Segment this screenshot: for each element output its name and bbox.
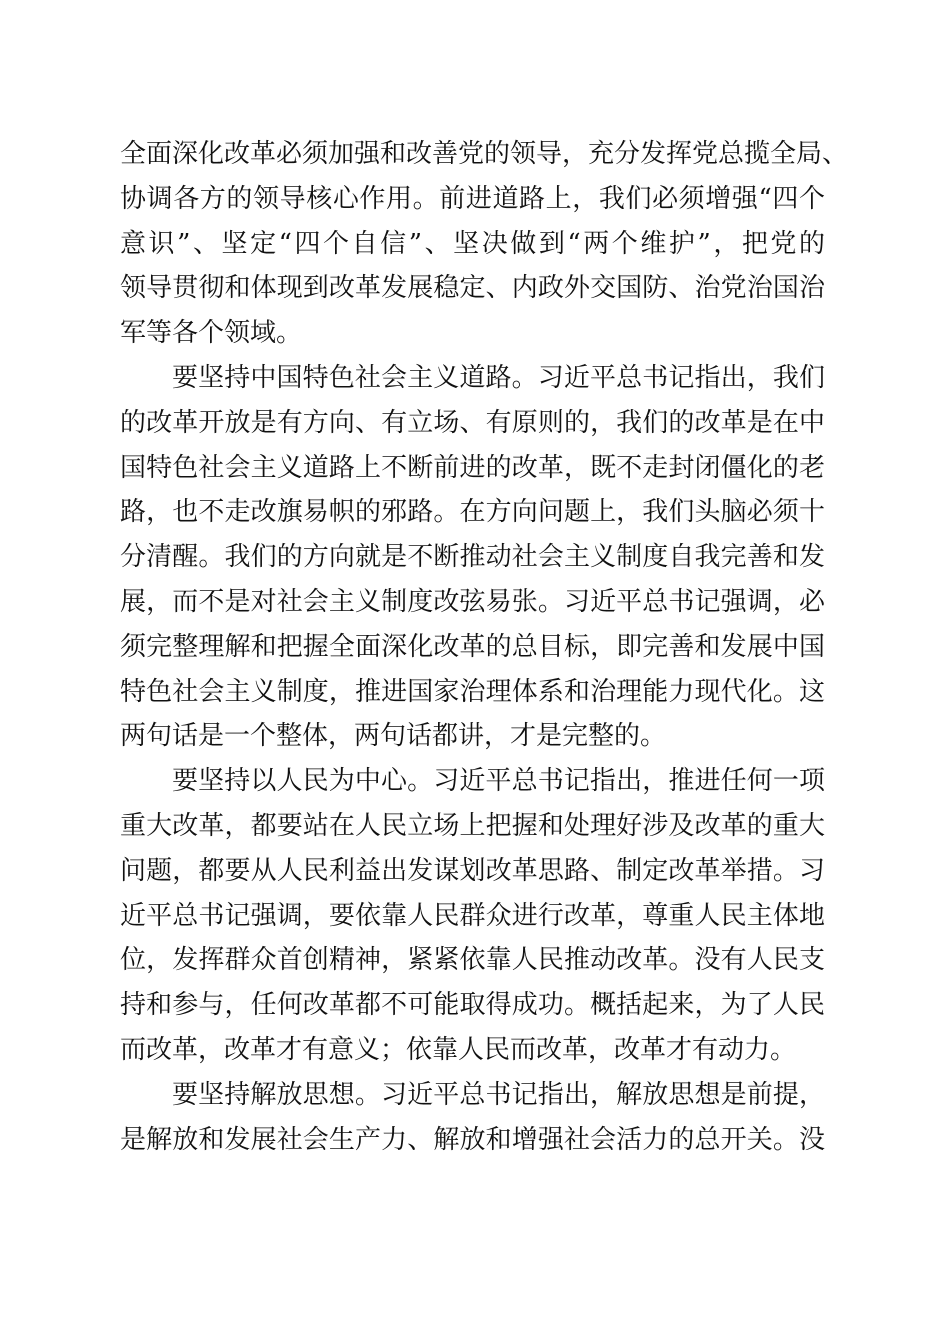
text-line: 近平总书记强调，要依靠人民群众进行改革，尊重人民主体地 [120, 900, 825, 931]
text-line: 意识”、坚定“四个自信”、坚决做到“两个维护”，把党的 [120, 228, 825, 259]
text-line: 要坚持中国特色社会主义道路。习近平总书记指出，我们 [172, 362, 825, 393]
text-line: 全面深化改革必须加强和改善党的领导，充分发挥党总揽全局、 [120, 139, 849, 169]
text-line: 问题，都要从人民利益出发谋划改革思路、制定改革举措。习 [120, 855, 825, 886]
text-line: 位，发挥群众首创精神，紧紧依靠人民推动改革。没有人民支 [120, 945, 825, 976]
text-line: 是解放和发展社会生产力、解放和增强社会活力的总开关。没 [120, 1124, 825, 1155]
text-line: 要坚持以人民为中心。习近平总书记指出，推进任何一项 [172, 766, 825, 797]
text-line: 军等各个领域。 [120, 318, 303, 349]
text-line: 两句话是一个整体，两句话都讲，才是完整的。 [120, 721, 667, 752]
text-line: 要坚持解放思想。习近平总书记指出，解放思想是前提， [172, 1079, 825, 1110]
text-line: 的改革开放是有方向、有立场、有原则的，我们的改革是在中 [120, 407, 825, 438]
paragraph-4 [120, 1073, 825, 1163]
text-line: 须完整理解和把握全面深化改革的总目标，即完善和发展中国 [120, 631, 825, 662]
text-line: 协调各方的领导核心作用。前进道路上，我们必须增强“四个 [120, 183, 825, 214]
document-body [120, 132, 849, 1162]
text-line: 持和参与，任何改革都不可能取得成功。概括起来，为了人民 [120, 990, 825, 1021]
text-line: 路，也不走改旗易帜的邪路。在方向问题上，我们头脑必须十 [120, 497, 825, 528]
text-line: 分清醒。我们的方向就是不断推动社会主义制度自我完善和发 [120, 542, 825, 573]
text-line: 重大改革，都要站在人民立场上把握和处理好涉及改革的重大 [120, 810, 825, 841]
paragraph-2 [120, 356, 825, 759]
text-line: 特色社会主义制度，推进国家治理体系和治理能力现代化。这 [120, 676, 825, 707]
text-line: 国特色社会主义道路上不断前进的改革，既不走封闭僵化的老 [120, 452, 825, 483]
paragraph-3 [120, 759, 825, 1073]
text-line: 领导贯彻和体现到改革发展稳定、内政外交国防、治党治国治 [120, 273, 825, 304]
text-line: 展，而不是对社会主义制度改弦易张。习近平总书记强调，必 [120, 586, 825, 617]
paragraph-1 [120, 132, 849, 356]
text-line: 而改革，改革才有意义；依靠人民而改革，改革才有动力。 [120, 1034, 797, 1065]
